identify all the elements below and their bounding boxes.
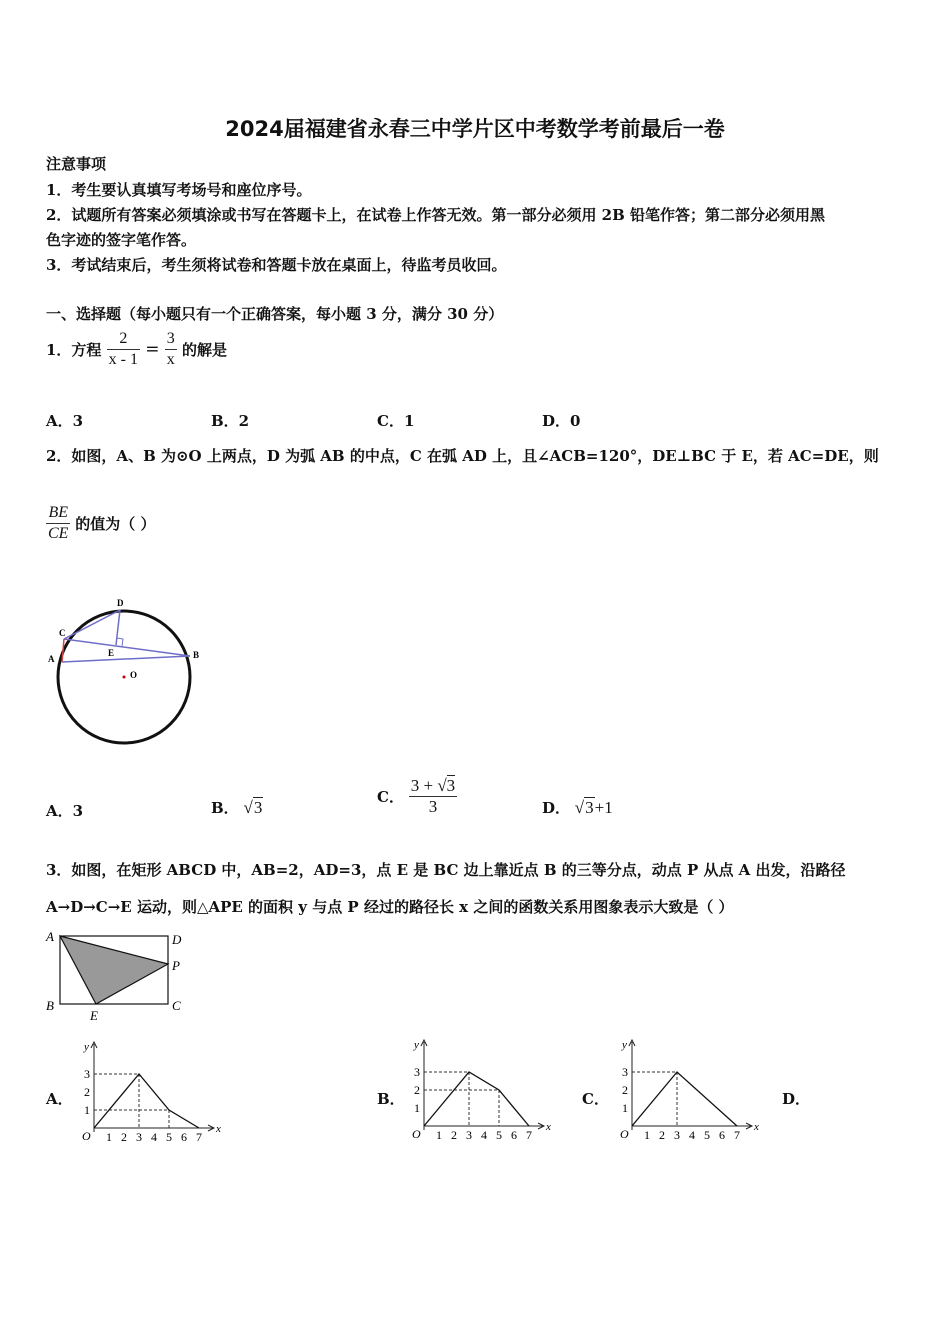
- center-dot: [123, 676, 126, 679]
- label-a: A: [48, 654, 55, 664]
- y-tick-label: 3: [414, 1065, 420, 1079]
- q1-option-c: C．1: [377, 412, 415, 430]
- x-tick-label: 5: [496, 1128, 502, 1142]
- q1-frac2-den: x: [166, 351, 175, 368]
- x-tick-label: 4: [151, 1130, 157, 1144]
- page-title: 2024届福建省永春三中学片区中考数学考前最后一卷: [225, 117, 725, 141]
- graph-a: [70, 1036, 230, 1146]
- x-axis-label: x: [754, 1121, 759, 1133]
- origin-label: O: [412, 1127, 421, 1141]
- x-axis-label: x: [216, 1123, 221, 1135]
- label-d: D: [117, 598, 124, 608]
- x-tick-label: 2: [451, 1128, 457, 1142]
- q1-fraction-left: [107, 329, 140, 370]
- q1-frac2-num: 3: [165, 329, 177, 350]
- segment-de: [116, 610, 120, 645]
- q2-option-b-rad: 3: [253, 798, 263, 817]
- x-tick-label: 5: [166, 1130, 172, 1144]
- q2-fraction: [46, 503, 70, 544]
- q2-option-b-value: √3: [243, 798, 263, 817]
- function-line: [94, 1074, 199, 1128]
- rect-label-b: B: [46, 998, 54, 1013]
- y-axis-label: y: [622, 1039, 627, 1051]
- y-tick-label: 2: [622, 1083, 628, 1097]
- x-tick-label: 4: [689, 1128, 695, 1142]
- q2-frac-num: BE: [46, 503, 70, 524]
- q2-option-b: [211, 797, 263, 818]
- q2-option-d: [542, 797, 613, 818]
- q2-option-b-prefix: B．: [211, 799, 239, 817]
- y-tick-label: 2: [414, 1083, 420, 1097]
- q2-option-d-value: √3+1: [574, 798, 613, 817]
- y-tick-label: 3: [84, 1067, 90, 1081]
- q2-option-c-num-rad: 3: [446, 776, 456, 795]
- segment-cd: [64, 610, 120, 639]
- q1-option-d: D．0: [542, 412, 581, 430]
- q2-suffix: 的值为（ ）: [75, 515, 156, 533]
- graph-c: [608, 1034, 768, 1144]
- function-line: [632, 1072, 737, 1126]
- x-tick-label: 1: [106, 1130, 112, 1144]
- origin-label: O: [620, 1127, 629, 1141]
- q2-option-c-den: 3: [428, 797, 438, 816]
- q2-option-a: A．3: [46, 802, 84, 820]
- y-axis-label: y: [414, 1039, 419, 1051]
- q1-option-a: A．3: [46, 412, 84, 430]
- origin-label: O: [82, 1129, 91, 1143]
- rect-label-a: A: [46, 929, 54, 944]
- q1-frac1-den: x - 1: [108, 351, 138, 368]
- q2-option-c: [377, 776, 457, 817]
- label-c: C: [59, 628, 66, 638]
- q1-option-b: B．2: [211, 412, 250, 430]
- segment-ac: [62, 639, 64, 662]
- section-heading: 一、选择题（每小题只有一个正确答案，每小题 3 分，满分 30 分）: [46, 305, 504, 323]
- q2-frac-den: CE: [48, 525, 69, 542]
- q2-option-c-num-a: 3 +: [410, 776, 434, 795]
- q3-option-b: B．: [377, 1090, 405, 1108]
- q1-prefix: 1．方程: [46, 341, 102, 359]
- x-tick-label: 6: [719, 1128, 725, 1142]
- rect-label-e: E: [90, 1008, 98, 1023]
- graph-b: [400, 1034, 560, 1144]
- chord-ab: [62, 656, 190, 662]
- rect-label-p: P: [172, 958, 180, 973]
- q1-frac1-num: 2: [107, 329, 140, 350]
- notice-item-2-cont: 色字迹的签字笔作答。: [46, 231, 197, 249]
- x-tick-label: 6: [181, 1130, 187, 1144]
- q1-equals: =: [145, 339, 160, 360]
- x-tick-label: 7: [526, 1128, 532, 1142]
- rect-label-d: D: [172, 932, 182, 947]
- q1-fraction-right: [165, 329, 177, 370]
- q3-option-a: A．: [46, 1090, 73, 1108]
- x-tick-label: 2: [121, 1130, 127, 1144]
- y-axis-label: y: [84, 1041, 89, 1053]
- y-tick-label: 2: [84, 1085, 90, 1099]
- x-tick-label: 3: [674, 1128, 680, 1142]
- q2-option-c-prefix: C．: [377, 788, 404, 806]
- x-tick-label: 7: [196, 1130, 202, 1144]
- x-tick-label: 3: [466, 1128, 472, 1142]
- x-axis-label: x: [546, 1121, 551, 1133]
- notice-item-2: 2．试题所有答案必须填涂或书写在答题卡上，在试卷上作答无效。第一部分必须用 2B 铅笔作答；第二部分必须用黑: [46, 206, 826, 224]
- q2-option-d-rad: 3: [585, 798, 594, 817]
- question-3-line-1: 3．如图，在矩形 ABCD 中，AB=2，AD=3，点 E 是 BC 边上靠近点 B 的三等分点，动点 P 从点 A 出发，沿路径: [46, 861, 846, 879]
- y-tick-label: 3: [622, 1065, 628, 1079]
- q1-suffix: 的解是: [181, 341, 227, 359]
- function-line: [424, 1072, 529, 1126]
- x-tick-label: 7: [734, 1128, 740, 1142]
- triangle-ape: [60, 936, 168, 1004]
- right-angle-mark: [117, 638, 123, 646]
- x-tick-label: 1: [644, 1128, 650, 1142]
- rect-label-c: C: [172, 998, 181, 1013]
- label-e: E: [108, 648, 115, 658]
- x-tick-label: 3: [136, 1130, 142, 1144]
- question-1: [46, 329, 227, 370]
- circle-figure: [40, 590, 220, 750]
- x-tick-label: 5: [704, 1128, 710, 1142]
- y-tick-label: 1: [414, 1101, 420, 1115]
- q2-option-d-tail: +1: [594, 798, 613, 817]
- x-tick-label: 1: [436, 1128, 442, 1142]
- rectangle-figure: [40, 928, 200, 1024]
- x-tick-label: 6: [511, 1128, 517, 1142]
- question-3-line-2: A→D→C→E 运动，则△APE 的面积 y 与点 P 经过的路径长 x 之间的函数关系用图象表示大致是（ ）: [46, 898, 734, 916]
- y-tick-label: 1: [622, 1101, 628, 1115]
- label-o: O: [130, 670, 138, 680]
- label-b: B: [193, 650, 200, 660]
- notice-item-1: 1．考生要认真填写考场号和座位序号。: [46, 181, 312, 199]
- q2-option-d-prefix: D．: [542, 799, 571, 817]
- q3-option-d: D．: [782, 1090, 811, 1108]
- q2-fraction-line: [46, 503, 155, 544]
- segment-cb: [64, 639, 190, 656]
- question-2: 2．如图，A、B 为⊙O 上两点，D 为弧 AB 的中点，C 在弧 AD 上，且∠ACB=120°，DE⊥BC 于 E，若 AC=DE，则: [46, 447, 879, 465]
- x-tick-label: 2: [659, 1128, 665, 1142]
- q2-option-c-fraction: $\frac{3 + √3}{3}$: [410, 776, 456, 816]
- notice-heading: 注意事项: [46, 155, 107, 173]
- notice-item-3: 3．考试结束后，考生须将试卷和答题卡放在桌面上，待监考员收回。: [46, 256, 507, 274]
- q3-option-c: C．: [582, 1090, 609, 1108]
- x-tick-label: 4: [481, 1128, 487, 1142]
- y-tick-label: 1: [84, 1103, 90, 1117]
